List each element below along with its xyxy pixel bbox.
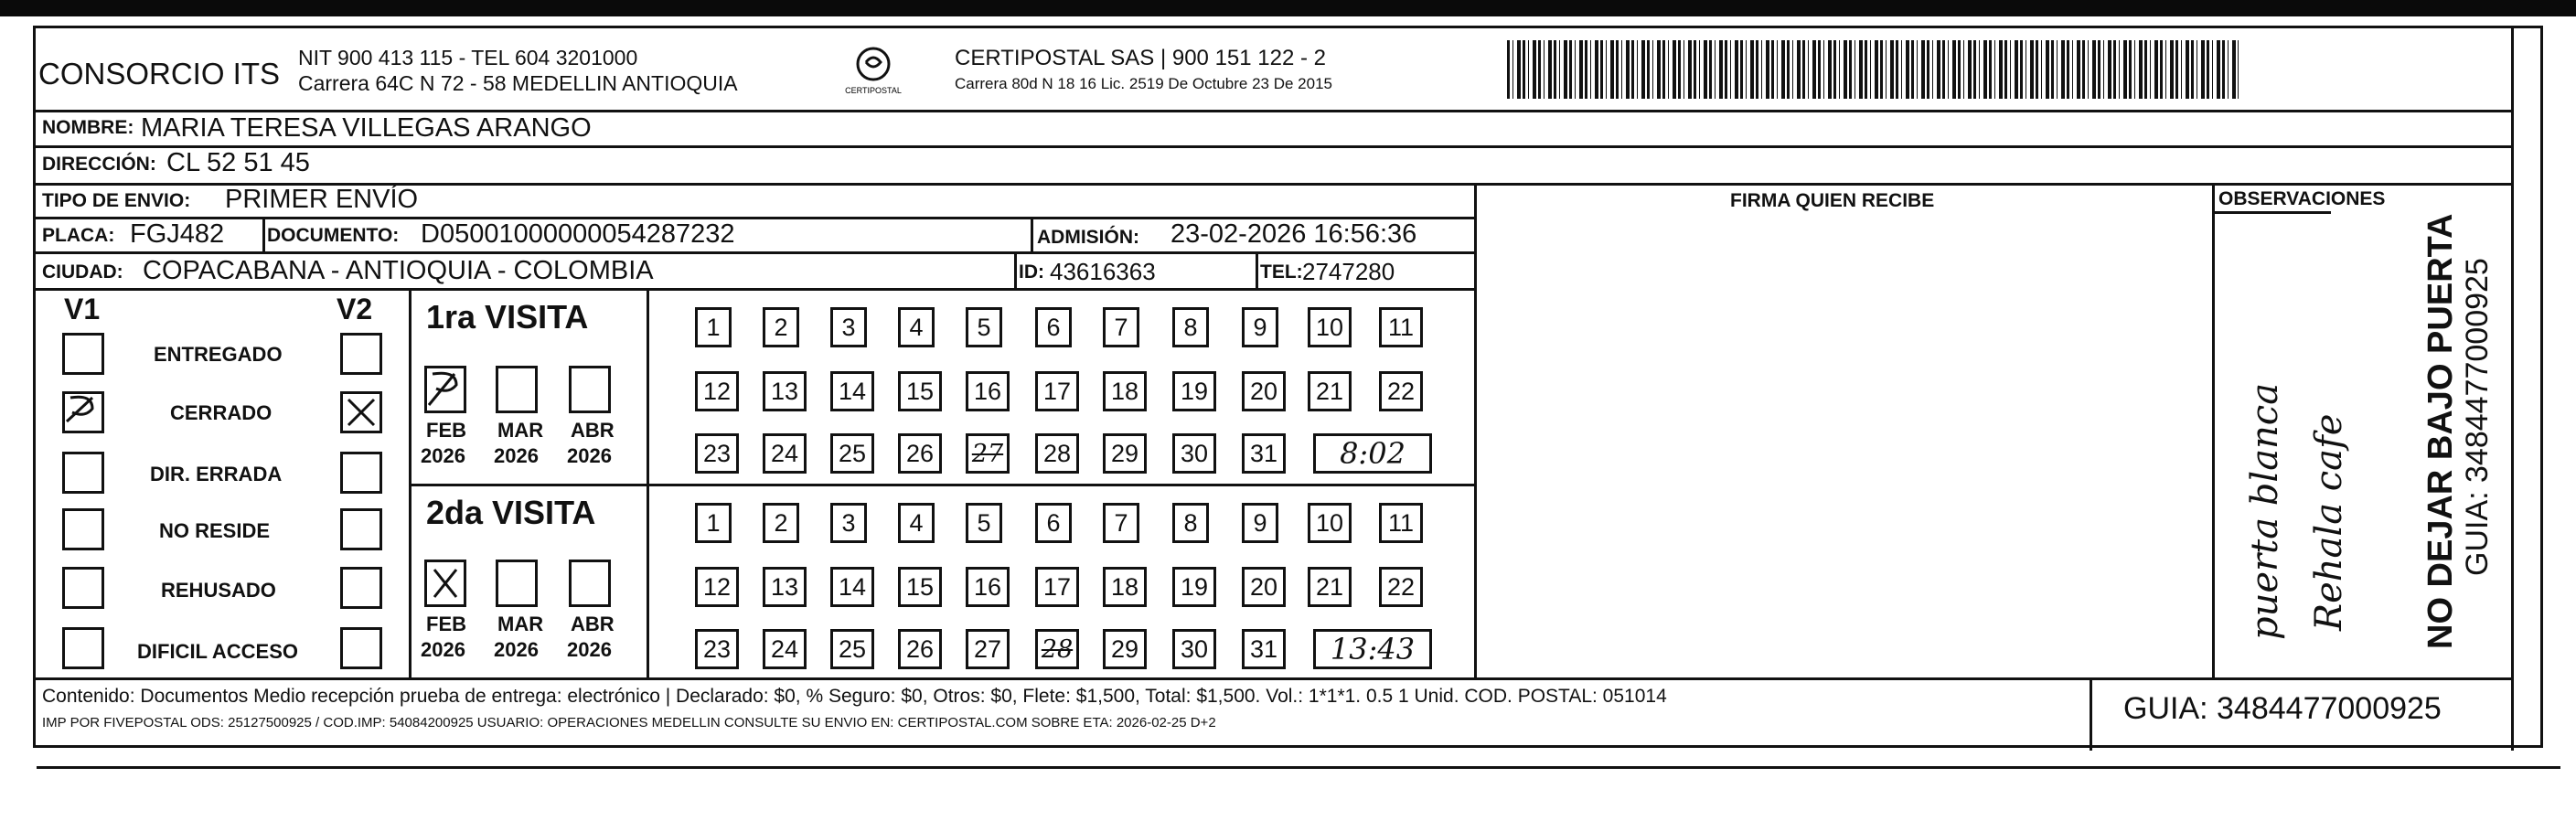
placa-label: PLACA: [42, 225, 115, 246]
visit1-month: FEB [426, 419, 466, 442]
day-box[interactable]: 1 [695, 503, 732, 543]
side-warning: NO DEJAR BAJO PUERTA [2421, 213, 2460, 649]
bottom-rule [37, 766, 2560, 769]
day-box[interactable]: 5 [966, 503, 1002, 543]
day-box[interactable]: 12 [695, 371, 739, 411]
day-box[interactable]: 8 [1172, 307, 1209, 347]
day-box[interactable]: 28 [1035, 433, 1079, 474]
v1-checkbox[interactable] [62, 452, 104, 494]
day-box[interactable]: 7 [1103, 503, 1139, 543]
visit1-month-check[interactable] [424, 366, 466, 413]
visit1-month: ABR [571, 419, 615, 442]
day-box[interactable]: 30 [1172, 433, 1216, 474]
day-box[interactable]: 18 [1103, 567, 1147, 607]
status-option: NO RESIDE [159, 519, 271, 542]
day-box[interactable]: 26 [898, 629, 942, 669]
visit2-month: ABR [571, 613, 615, 635]
visit2-year: 2026 [421, 638, 465, 661]
visit2-month-check[interactable] [569, 560, 611, 607]
day-box[interactable]: 11 [1379, 503, 1423, 543]
handwritten-mark-icon [65, 394, 102, 431]
day-box[interactable]: 19 [1172, 567, 1216, 607]
day-box[interactable]: 15 [898, 567, 942, 607]
day-box[interactable]: 22 [1379, 371, 1423, 411]
day-box[interactable]: 25 [830, 433, 874, 474]
id-label: ID: [1019, 261, 1044, 283]
admision-label: ADMISIÓN: [1037, 227, 1139, 248]
id-value: 43616363 [1050, 258, 1156, 285]
v1-checkbox[interactable] [62, 391, 104, 433]
x-mark-icon [343, 394, 379, 431]
visit1-month-check[interactable] [569, 366, 611, 413]
nit-line: NIT 900 413 115 - TEL 604 3201000 [298, 46, 638, 69]
visit1-label: 1ra VISITA [426, 298, 589, 336]
footer-imp: IMP POR FIVEPOSTAL ODS: 25127500925 / COD.IMP: 54084200925 USUARIO: OPERACIONES MEDELLIN CONSULTE SU ENVIO EN: CERTIPOSTAL.COM SOBRE ETA: 2026-02-25 D+2 [42, 715, 1216, 730]
day-box[interactable]: 11 [1379, 307, 1423, 347]
observation-handwritten-1: puerta blanca [2244, 382, 2286, 640]
svg-text:CERTIPOSTAL: CERTIPOSTAL [845, 86, 902, 95]
day-box[interactable]: 16 [966, 371, 1010, 411]
signature-label: FIRMA QUIEN RECIBE [1730, 190, 1935, 211]
tipo-envio-label: TIPO DE ENVIO: [42, 190, 191, 211]
day-box[interactable]: 20 [1242, 371, 1286, 411]
day-box[interactable]: 25 [830, 629, 874, 669]
day-box[interactable]: 14 [830, 567, 874, 607]
visit2-month-check[interactable] [496, 560, 538, 607]
v2-checkbox[interactable] [340, 391, 382, 433]
day-box[interactable]: 12 [695, 567, 739, 607]
company-name: CONSORCIO ITS [38, 57, 281, 91]
v1-checkbox[interactable] [62, 508, 104, 550]
visit2-year: 2026 [567, 638, 612, 661]
footer-contenido: Contenido: Documentos Medio recepción prueba de entrega: electrónico | Declarado: $0, % Seguro: $0, Otros: $0, Flete: $1,500, Total: $1,500. Vol.: 1*1*1. 0.5 1 Unid. COD. POSTAL: 051014 [42, 686, 1667, 707]
visit2-year: 2026 [494, 638, 539, 661]
visit1-year: 2026 [494, 444, 539, 467]
day-box[interactable]: 27 [966, 433, 1010, 474]
tel-label: TEL: [1260, 261, 1303, 283]
day-box[interactable]: 3 [830, 307, 867, 347]
signature-area[interactable] [1474, 213, 2206, 670]
day-box[interactable]: 23 [695, 433, 739, 474]
day-box[interactable]: 31 [1242, 433, 1286, 474]
day-box[interactable]: 10 [1308, 503, 1352, 543]
day-box[interactable]: 10 [1308, 307, 1352, 347]
day-box[interactable]: 17 [1035, 371, 1079, 411]
status-option: REHUSADO [161, 579, 276, 602]
status-option: CERRADO [170, 401, 273, 424]
day-box[interactable]: 21 [1308, 567, 1352, 607]
day-box[interactable]: 19 [1172, 371, 1216, 411]
direccion-label: DIRECCIÓN: [42, 154, 156, 175]
v2-checkbox[interactable] [340, 567, 382, 609]
documento-label: DOCUMENTO: [267, 225, 400, 246]
visit2-month: MAR [497, 613, 544, 635]
day-box[interactable]: 23 [695, 629, 739, 669]
carrier-line: CERTIPOSTAL SAS | 900 151 122 - 2 [955, 46, 1326, 70]
visit2-month: FEB [426, 613, 466, 635]
direccion-value: CL 52 51 45 [166, 148, 310, 177]
observations-label: OBSERVACIONES [2218, 188, 2386, 209]
observation-handwritten-2: Rehala cafe [2308, 413, 2350, 631]
status-option: DIR. ERRADA [150, 463, 283, 485]
company-address: Carrera 64C N 72 - 58 MEDELLIN ANTIOQUIA [298, 71, 738, 95]
visit2-label: 2da VISITA [426, 494, 596, 531]
day-box[interactable]: 22 [1379, 567, 1423, 607]
documento-value: D05001000000054287232 [421, 219, 735, 249]
day-box[interactable]: 9 [1242, 307, 1278, 347]
visit1-year: 2026 [421, 444, 465, 467]
day-box[interactable]: 21 [1308, 371, 1352, 411]
day-box[interactable]: 30 [1172, 629, 1216, 669]
carrier-address: Carrera 80d N 18 16 Lic. 2519 De Octubre 23 De 2015 [955, 75, 1332, 92]
day-box[interactable]: 18 [1103, 371, 1147, 411]
day-box[interactable]: 5 [966, 307, 1002, 347]
day-box[interactable]: 15 [898, 371, 942, 411]
day-box[interactable]: 7 [1103, 307, 1139, 347]
day-box[interactable]: 8 [1172, 503, 1209, 543]
hour-box[interactable]: 13:43 [1313, 629, 1432, 669]
day-box[interactable]: 26 [898, 433, 942, 474]
visit1-month: MAR [497, 419, 544, 442]
side-guia: GUIA: 3484477000925 [2460, 258, 2495, 576]
day-box[interactable]: 14 [830, 371, 874, 411]
day-box[interactable]: 13 [763, 567, 807, 607]
hour-box[interactable]: 8:02 [1313, 433, 1432, 474]
v1-label: V1 [64, 293, 101, 325]
day-box[interactable]: 9 [1242, 503, 1278, 543]
tel-value: 2747280 [1302, 258, 1395, 285]
placa-value: FGJ482 [130, 219, 225, 249]
day-box[interactable]: 24 [763, 433, 807, 474]
nombre-value: MARIA TERESA VILLEGAS ARANGO [141, 113, 592, 143]
day-box[interactable]: 27 [966, 629, 1010, 669]
day-box[interactable]: 4 [898, 307, 935, 347]
day-box[interactable]: 4 [898, 503, 935, 543]
day-box[interactable]: 17 [1035, 567, 1079, 607]
day-box[interactable]: 3 [830, 503, 867, 543]
status-option: DIFICIL ACCESO [137, 640, 299, 663]
day-box[interactable]: 13 [763, 371, 807, 411]
day-box[interactable]: 2 [763, 307, 799, 347]
day-box[interactable]: 31 [1242, 629, 1286, 669]
v2-checkbox[interactable] [340, 452, 382, 494]
day-box[interactable]: 2 [763, 503, 799, 543]
handwritten-mark-icon [427, 368, 464, 410]
day-box[interactable]: 29 [1103, 629, 1147, 669]
v2-checkbox[interactable] [340, 508, 382, 550]
day-box[interactable]: 6 [1035, 503, 1072, 543]
v2-checkbox[interactable] [340, 627, 382, 669]
visit1-year: 2026 [567, 444, 612, 467]
day-box[interactable]: 16 [966, 567, 1010, 607]
day-box[interactable]: 24 [763, 629, 807, 669]
day-box[interactable]: 1 [695, 307, 732, 347]
v2-checkbox[interactable] [340, 333, 382, 375]
day-box[interactable]: 28 [1035, 629, 1079, 669]
v1-checkbox[interactable] [62, 567, 104, 609]
admision-value: 23-02-2026 16:56:36 [1170, 219, 1417, 249]
day-box[interactable]: 20 [1242, 567, 1286, 607]
ciudad-label: CIUDAD: [42, 261, 123, 283]
v1-checkbox[interactable] [62, 627, 104, 669]
tipo-envio-value: PRIMER ENVÍO [225, 185, 419, 214]
day-box[interactable]: 6 [1035, 307, 1072, 347]
day-box[interactable]: 29 [1103, 433, 1147, 474]
footer-guia: GUIA: 3484477000925 [2123, 691, 2442, 726]
v1-checkbox[interactable] [62, 333, 104, 375]
v2-label: V2 [337, 293, 373, 325]
visit2-month-check[interactable] [424, 560, 466, 607]
x-mark-icon [427, 562, 464, 604]
visit1-month-check[interactable] [496, 366, 538, 413]
ciudad-value: COPACABANA - ANTIOQUIA - COLOMBIA [143, 256, 654, 285]
nombre-label: NOMBRE: [42, 117, 134, 138]
status-option: ENTREGADO [154, 343, 283, 366]
top-edge-bar [0, 0, 2576, 16]
